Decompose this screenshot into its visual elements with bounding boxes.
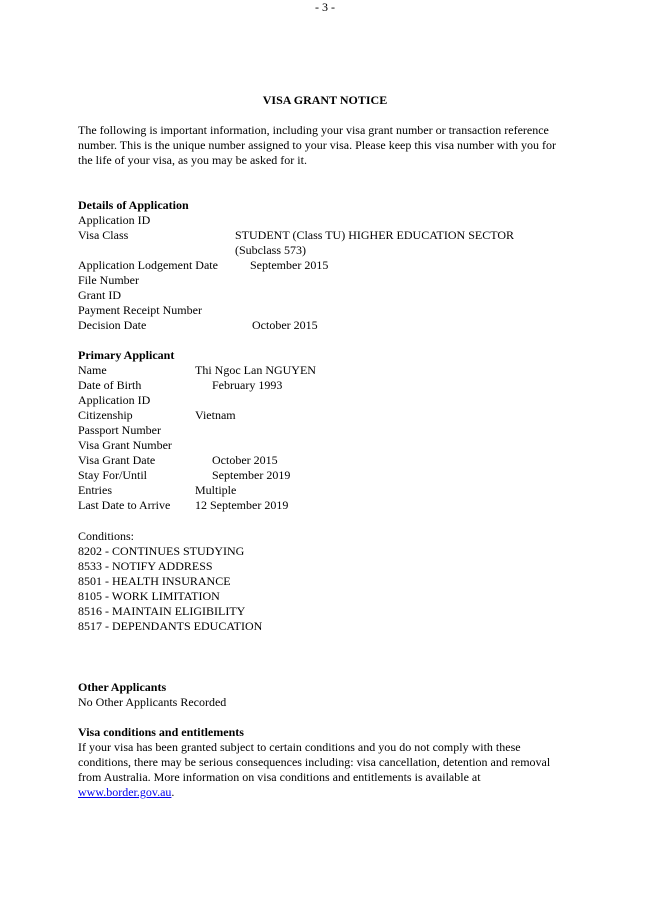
entitlements-paragraph [78,740,568,800]
field-value: Multiple [195,483,237,497]
lodgement-date-row [78,258,578,273]
border-website-link[interactable]: www.border.gov.au [78,785,172,799]
field-label: Application ID [78,393,151,407]
primary-applicant-heading: Primary Applicant [78,348,175,362]
visa-class-row [78,228,578,258]
field-value: STUDENT (Class TU) HIGHER EDUCATION SECTOR (Subclass 573) [235,228,514,257]
field-label: Last Date to Arrive [78,498,171,512]
application-id-row [78,213,578,228]
field-value: February 1993 [212,378,283,392]
field-label: Date of Birth [78,378,142,392]
condition-item: 8501 - HEALTH INSURANCE [78,574,231,588]
payment-receipt-row [78,303,578,318]
field-label: Visa Grant Number [78,438,172,452]
grant-id-row [78,288,578,303]
field-label: Entries [78,483,112,497]
conditions-section [78,529,578,634]
field-value: Thi Ngoc Lan NGUYEN [195,363,316,377]
condition-item: 8516 - MAINTAIN ELIGIBILITY [78,604,246,618]
condition-item: 8105 - WORK LIMITATION [78,589,220,603]
other-applicants-section [78,680,578,710]
field-label: Grant ID [78,288,121,302]
decision-date-row [78,318,578,333]
field-value: October 2015 [252,318,318,332]
citizenship-row [78,408,578,423]
field-label: Application ID [78,213,151,227]
date-of-birth-row [78,378,578,393]
entitlements-section [78,725,578,800]
last-date-to-arrive-row [78,498,578,513]
visa-grant-date-row [78,453,578,468]
page-number: - 3 - [315,0,335,14]
applicant-application-id-row [78,393,578,408]
field-label: Visa Grant Date [78,453,156,467]
passport-number-row [78,423,578,438]
stay-until-row [78,468,578,483]
intro-paragraph: The following is important information, including your visa grant number or transaction reference number. This is the unique number assigned to your visa. Please keep this visa number with you for the life of your visa, as you may be asked for it. [78,123,557,167]
field-value: Vietnam [195,408,236,422]
field-label: Application Lodgement Date [78,258,218,272]
other-applicants-heading: Other Applicants [78,680,167,694]
field-label: Stay For/Until [78,468,148,482]
entitlements-heading: Visa conditions and entitlements [78,725,244,739]
entitlements-trailing: . [171,785,175,799]
entitlements-text: If your visa has been granted subject to certain conditions and you do not comply with these conditions, there may be serious consequences including: visa cancellation, detention and removal from Australia. More information on visa conditions and entitlements is available at [78,740,551,784]
field-label: Decision Date [78,318,147,332]
condition-item: 8517 - DEPENDANTS EDUCATION [78,619,263,633]
condition-item: 8533 - NOTIFY ADDRESS [78,559,213,573]
conditions-heading: Conditions: [78,529,135,543]
field-value: September 2019 [212,468,291,482]
file-number-row [78,273,578,288]
field-value: October 2015 [212,453,278,467]
primary-applicant-section [78,348,578,513]
field-label: File Number [78,273,139,287]
application-details-section [78,198,578,333]
application-details-heading: Details of Application [78,198,189,212]
field-label: Citizenship [78,408,133,422]
page-title: VISA GRANT NOTICE [262,93,388,107]
condition-item: 8202 - CONTINUES STUDYING [78,544,245,558]
field-label: Name [78,363,107,377]
field-label: Visa Class [78,228,129,242]
field-value: 12 September 2019 [195,498,289,512]
other-applicants-text: No Other Applicants Recorded [78,695,227,709]
visa-grant-number-row [78,438,578,453]
field-label: Passport Number [78,423,161,437]
name-row [78,363,578,378]
field-label: Payment Receipt Number [78,303,202,317]
field-value: September 2015 [250,258,329,272]
entries-row [78,483,578,498]
